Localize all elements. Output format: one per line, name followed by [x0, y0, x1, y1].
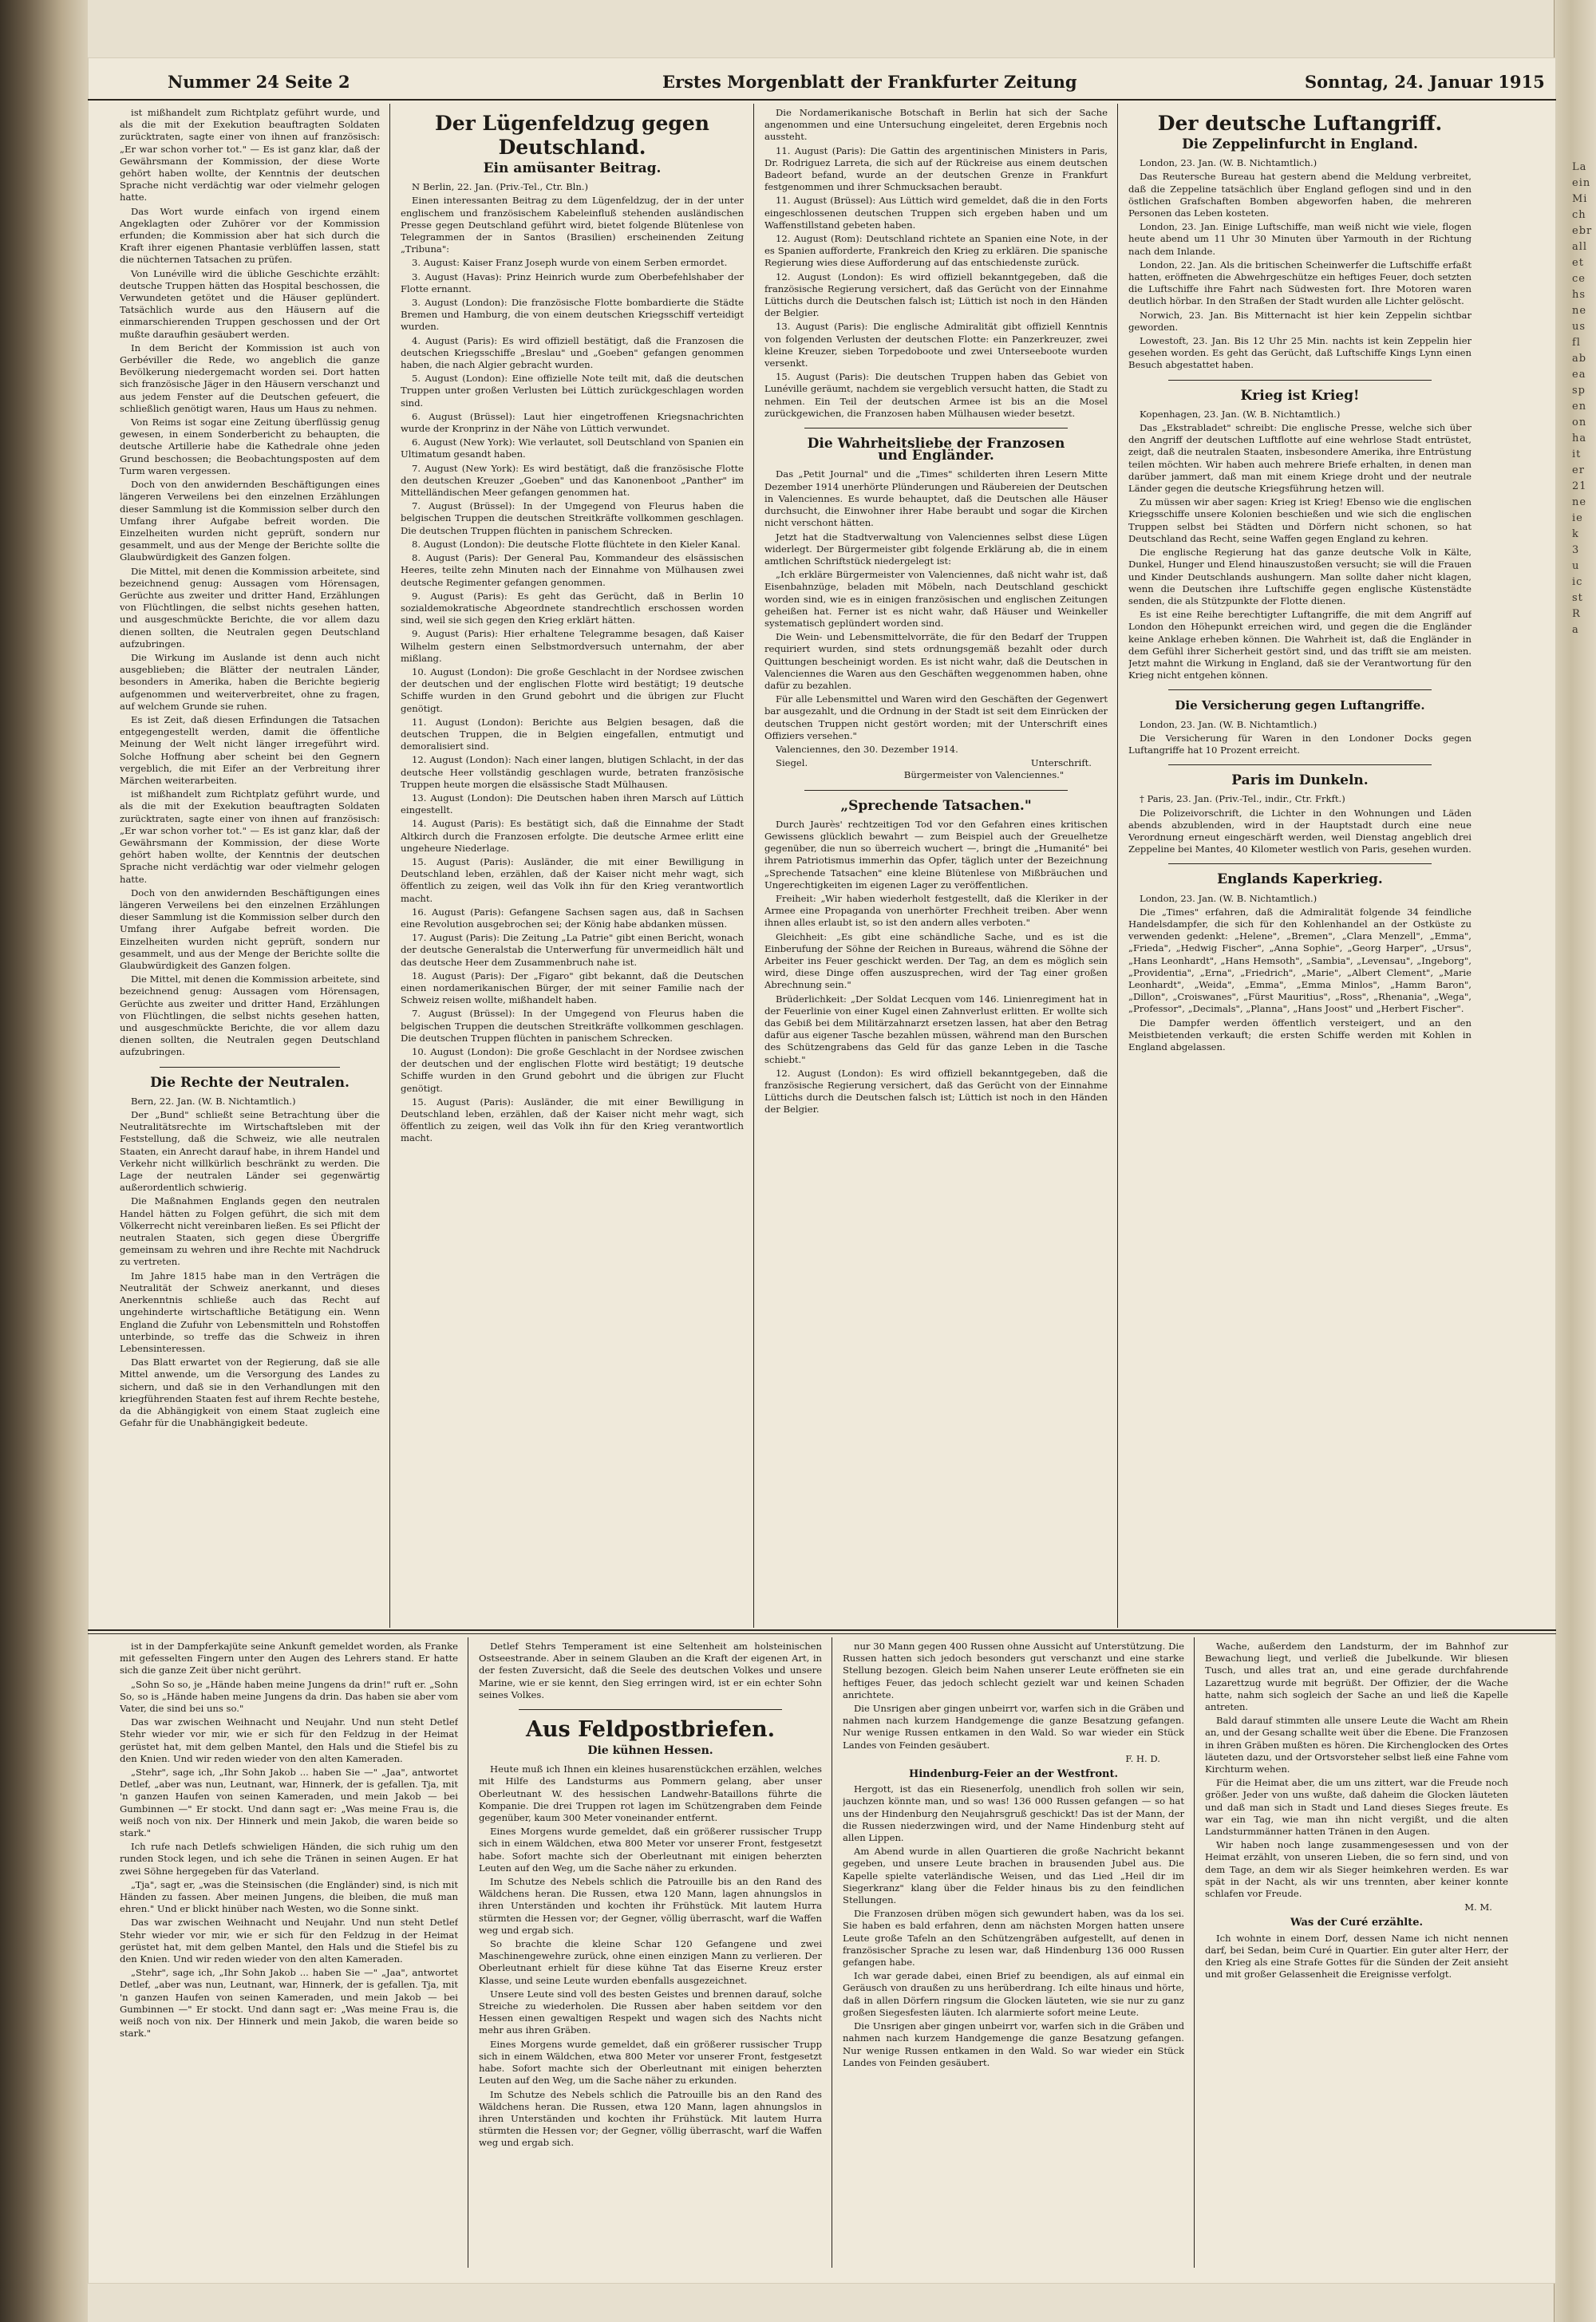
- paragraph: Am Abend wurde in allen Quartieren die große Nachricht bekannt gegeben, und unsere Leute brachen in brausenden Jubel aus. Die Kapelle spielte vaterländische Weisen, und das Lied „Heil dir im Siegerkranz" klang über die Felder hinaus bis zu den feindlichen Stellungen.: [843, 1846, 1184, 1906]
- paragraph: Für alle Lebensmittel und Waren wird den Geschäften der Gegenwert bar ausgezahlt, und die Ordnung in der Stadt ist seit dem Einrücken der deutschen Truppen nicht gestört worden; mit der Unterschrift eines Offiziers versehen.": [764, 693, 1108, 741]
- article-initials: F. H. D.: [1125, 1752, 1160, 1764]
- paragraph: Norwich, 23. Jan. Bis Mitternacht ist hier kein Zeppelin sichtbar geworden.: [1128, 309, 1472, 333]
- paragraph: Es ist Zeit, daß diesen Erfindungen die Tatsachen entgegengestellt werden, damit die öffentliche Meinung der Welt nicht länger irregeführt wird. Solche Hoffnung aber scheint bei den Gegnern vergeblich, die mit Eifer an der Verbreitung ihrer Märchen weiterarbeiten.: [120, 713, 380, 786]
- paragraph: 7. August (New York): Es wird bestätigt, daß die französische Flotte den deutschen Kreuzer „Goeben" und das Kanonenboot „Panther" im Mittelländischen Meer gefangen genommen hat.: [401, 462, 744, 499]
- paragraph: 15. August (Paris): Ausländer, die mit einer Bewilligung in Deutschland leben, erzählen, daß der Kaiser nicht mehr wagt, sich öffentlich zu zeigen, weil das Volk ihn für den Krieg verantwortlich macht.: [401, 855, 744, 904]
- issue-date: Sonntag, 24. Januar 1915: [1305, 72, 1545, 92]
- paragraph: Die Franzosen drüben mögen sich gewundert haben, was da los sei. Sie haben es bald erfahren, denn am nächsten Morgen hatten unsere Leute große Tafeln an den Schützengräben aufgestellt, auf denen in französischer Sprache zu lesen war, daß Hindenburg 136 000 Russen gefangen habe.: [843, 1908, 1184, 1969]
- paragraph: 13. August (London): Die Deutschen haben ihren Marsch auf Lüttich eingestellt.: [401, 792, 744, 816]
- bottom-column-2: [479, 1641, 822, 2263]
- signoff-block: [764, 757, 1108, 769]
- paragraph: 5. August (London): Eine offizielle Note teilt mit, daß die deutschen Truppen unter großen Verlusten bei Lüttich zurückgeschlagen worden sind.: [401, 373, 744, 409]
- paragraph: Ich war gerade dabei, einen Brief zu beendigen, als auf einmal ein Geräusch von draußen zu uns herüberdrang. Ich eilte hinaus und hörte, daß in allen Dörfern ringsum die Glocken läuteten, wie sie nur zu ganz großen Siegesfesten läuten. Ich alarmierte sofort meine Leute.: [843, 1970, 1184, 2018]
- article-separator: [519, 1709, 782, 1710]
- paragraph: Der „Bund" schließt seine Betrachtung über die Neutralitätsrechte im Wirtschaftsleben mit der Feststellung, daß die Schweiz, wie alle neutralen Staaten, ein Anrecht darauf habe, in ihrem Handel und Verkehr nicht willkürlich beschränkt zu werden. Die Lage der neutralen Länder sei gegenwärtig außerordentlich schwierig.: [120, 1109, 380, 1194]
- paragraph: Gleichheit: „Es gibt eine schändliche Sache, und es ist die Einberufung der Söhne der Reichen in Bureaus, während die Söhne der Arbeiter ins Feuer geschickt werden. Der Tag, an dem es möglich sein wird, diese Dinge offen auszusprechen, wird der Tag einer großen Abrechnung sein.": [764, 930, 1108, 991]
- bottom-column-1: [120, 1641, 458, 2263]
- article-title-cure: Was der Curé erzählte.: [1290, 1917, 1424, 1929]
- paragraph: 7. August (Brüssel): In der Umgegend von Fleurus haben die belgischen Truppen die deutschen Streitkräfte vollkommen geschlagen. Die deutschen Truppen flüchten in panischem Schrecken.: [401, 500, 744, 536]
- paragraph: London, 22. Jan. Als die britischen Scheinwerfer die Luftschiffe erfaßt hatten, eröffneten die Abwehrgeschütze ein heftiges Feuer, doch setzten die Luftschiffe ihre Fahrt nach Südwesten fort. Ihre Motoren waren deutlich hörbar. In den Straßen der Stadt wurden alle Lichter gelöscht.: [1128, 259, 1472, 307]
- section-divider: [88, 1633, 1556, 1634]
- masthead: [88, 64, 1556, 96]
- paragraph: Von Lunéville wird die übliche Geschichte erzählt: deutsche Truppen hätten das Hospital beschossen, die Verwundeten getötet und die Häuser geplündert. Tatsächlich wurde aus den Häusern auf die einmarschierenden Truppen geschossen und der Ort mußte daraufhin gesäubert werden.: [120, 267, 380, 340]
- paragraph: Das Wort wurde einfach von irgend einem Angeklagten oder Zuhörer vor der Kommission erfunden; die Kommission aber hat sich durch die Kraft ihrer eigenen Phantasie verblüffen lassen, statt die nüchternen Tatsachen zu prüfen.: [120, 205, 380, 266]
- paragraph: Wir haben noch lange zusammengesessen und von der Heimat erzählt, von unseren Lieben, die so fern sind, und von dem Tage, an dem wir als Sieger heimkehren werden. Es war spät in der Nacht, als wir uns trennten, aber keiner konnte schlafen vor Freude.: [1205, 1839, 1508, 1900]
- signoff-signature: Unterschrift.: [1030, 757, 1092, 769]
- paragraph: Das Blatt erwartet von der Regierung, daß sie alle Mittel anwende, um die Versorgung des Landes zu sichern, und daß sie in den Verhandlungen mit den kriegführenden Staaten fest auf ihrem Rechte bestehe, da die Abhängigkeit von einem Staat zugleich eine Gefahr für die Unabhängigkeit bedeute.: [120, 1356, 380, 1429]
- article-title-wahrheitsliebe: Die Wahrheitsliebe der Franzosen und Engländer.: [807, 436, 1065, 464]
- paragraph: London, 23. Jan. Einige Luftschiffe, man weiß nicht wie viele, flogen heute abend um 11 Uhr 30 Minuten über Yarmouth in der Richtung nach dem Inlande.: [1128, 221, 1472, 257]
- paragraph: 6. August (New York): Wie verlautet, soll Deutschland von Spanien ein Ultimatum gesandt haben.: [401, 436, 744, 460]
- newspaper-title: Erstes Morgenblatt der Frankfurter Zeitung: [662, 72, 1077, 92]
- dateline: Bern, 22. Jan. (W. B. Nichtamtlich.): [131, 1095, 296, 1107]
- paragraph: Für die Heimat aber, die um uns zittert, war die Freude noch größer. Jeder von uns wußte, daß daheim die Glocken läuteten und daß man sich in Stadt und Land dieses Sieges freute. Es war ein Tag, wie man ihn nicht vergißt, und die alten Landsturmmänner hatten Tränen in den Augen.: [1205, 1777, 1508, 1838]
- paragraph: Die Maßnahmen Englands gegen den neutralen Handel hätten zu Folgen geführt, die sich mit dem Völkerrecht nicht vereinbaren ließen. Es sei Pflicht der neutralen Staaten, sich gegen diese Übergriffe gemeinsam zu wehren und ihre Rechte mit Nachdruck zu vertreten.: [120, 1195, 380, 1268]
- paragraph: Das „Petit Journal" und die „Times" schilderten ihren Lesern Mitte Dezember 1914 unerhörte Plünderungen und Räubereien der Deutschen in Valenciennes. Es wurde behauptet, daß die Deutschen alle Häuser durchsucht, die Einwohner ihrer Habe beraubt und sogar die Kirchen nicht verschont hätten.: [764, 468, 1108, 529]
- paragraph: Die „Times" erfahren, daß die Admiralität folgende 34 feindliche Handelsdampfer, die sich für den Kohlenhandel an der Ostküste zu verwenden gedenkt: „Helene", „Bremen", „Clara Menzell", „Emma", „Frieda", „Hedwig Fischer", „Anna Sophie", „Georg Harper", „Ursus", „Hans Leonhardt", „Hans Hemsoth", „Sambia", „Levensau", „Ingeborg", „Providentia", „Erna", „Friedrich", „Marie", „Albert Clement", „Marie Leonhardt", „Weida", „Emma", „Emma Minlos", „Hamm Baron", „Dillon", „Croiswanes", „Fürst Mauritius", „Ross", „Rhenania", „Wega", „Professor", „Decimals", „Planna", „Hans Joost" und „Herbert Fischer".: [1128, 906, 1472, 1015]
- paragraph: 17. August (Paris): Die Zeitung „La Patrie" gibt einen Bericht, wonach der deutsche Generalstab die Unterwerfung für unvermeidlich hält und das deutsche Heer dem Zusammenbruch nahe ist.: [401, 932, 744, 968]
- paragraph: 18. August (Paris): Der „Figaro" gibt bekannt, daß die Deutschen einen nordamerikanischen Bürger, der mit seiner Familie nach der Schweiz reisen wollte, mißhandelt haben.: [401, 969, 744, 1006]
- adjacent-page-edge: La ein Mi ch ebr all et ce hs ne us fl ab ea sp en on ha it er 21 ne ie k 3 u ic st R a: [1554, 0, 1596, 2322]
- dateline: London, 23. Jan. (W. B. Nichtamtlich.): [1140, 718, 1317, 730]
- paragraph: Die Nordamerikanische Botschaft in Berlin hat sich der Sache angenommen und eine Untersuchung eingeleitet, deren Ergebnis noch aussteht.: [764, 107, 1108, 143]
- article-subtitle: Ein amüsanter Beitrag.: [483, 160, 662, 176]
- paragraph: Durch Jaurès' rechtzeitigen Tod vor den Gefahren eines kritischen Gewissens glücklich bewahrt — zum Beispiel auch der Greuelhetze gegenüber, die nun so überreich wuchert —, bringt die „Humanité" bei ihrem Patriotismus immerhin das Opfer, täglich unter der Bezeichnung „Sprechende Tatsachen" eine kleine Blütenlese von Mißbräuchen und Ungerechtigkeiten im eigenen Lager zu veröffentlichen.: [764, 818, 1108, 890]
- column-rule: [753, 104, 754, 1628]
- dateline: London, 23. Jan. (W. B. Nichtamtlich.): [1140, 157, 1317, 169]
- paragraph: 3. August: Kaiser Franz Joseph wurde von einem Serben ermordet.: [412, 257, 728, 269]
- paragraph: Eines Morgens wurde gemeldet, daß ein größerer russischer Trupp sich in einem Wäldchen, etwa 800 Meter vor unserer Front, festgesetzt habe. Sofort machte sich der Oberleutnant mit einigen beherzten Leuten auf den Weg, um die Sache näher zu erkunden.: [479, 1826, 822, 1874]
- article-separator: [1168, 764, 1432, 765]
- article-title-versicherung: Die Versicherung gegen Luftangriffe.: [1175, 698, 1425, 713]
- paragraph: In dem Bericht der Kommission ist auch von Gerbéviller die Rede, wo angeblich die ganze Bevölkerung niedergemacht worden sei. Dort hatten sich französische Jäger in den Häusern verschanzt und aus jedem Fenster auf die Deutschen gefeuert, die schließlich genötigt waren, Haus um Haus zu nehmen.: [120, 342, 380, 414]
- signoff-seal: Siegel.: [776, 757, 808, 769]
- paragraph: 8. August (Paris): Der General Pau, Kommandeur des elsässischen Heeres, teilte zehn Minuten nach der Einnahme von Mülhausen zwei deutsche Regimenter gefangen genommen.: [401, 552, 744, 588]
- article-title-neutralen: Die Rechte der Neutralen.: [150, 1074, 350, 1091]
- article-title-feldpost: Aus Feldpostbriefen.: [525, 1717, 776, 1743]
- paragraph: Lowestoft, 23. Jan. Bis 12 Uhr 25 Min. nachts ist kein Zeppelin hier gesehen worden. Es geht das Gerücht, daß Luftschiffe Kings Lynn einen Besuch abgestattet haben.: [1128, 335, 1472, 371]
- paragraph: „Stehr", sage ich, „Ihr Sohn Jakob ... haben Sie —" „Jaa", antwortet Detlef, „aber was nun, Leutnant, war, Hinnerk, der is gefallen. Tja, mit 'n ganzen Haufen von seinen Kameraden, und mein Jakob — bei Gumbinnen —" Er stockt. Und dann sagt er: „Was meine Frau is, die weiß noch von nix. Der Hinnerk und mein Jakob, die waren beide so stark.": [120, 1767, 458, 1839]
- paragraph: 12. August (London): Es wird offiziell bekanntgegeben, daß die französische Regierung versichert, daß das Gerücht von der Einnahme Lüttichs durch die Deutschen falsch ist; Lüttich ist noch in den Händen der Belgier.: [764, 1067, 1108, 1116]
- article-title-krieg: Krieg ist Krieg!: [1240, 387, 1360, 404]
- column-4: [1128, 107, 1472, 1623]
- paragraph: Die Unsrigen aber gingen unbeirrt vor, warfen sich in die Gräben und nahmen nach kurzem Handgemenge die ganze Besatzung gefangen. Nur wenige Russen entkamen in den Wald. So war wieder ein Stück Landes von Feinden gesäubert.: [843, 1703, 1184, 1751]
- paragraph: 14. August (Paris): Es bestätigt sich, daß die Einnahme der Stadt Altkirch durch die Franzosen erfolgte. Die deutsche Armee erlitt eine ungeheure Niederlage.: [401, 818, 744, 854]
- paragraph: 6. August (Brüssel): Laut hier eingetroffenen Kriegsnachrichten wurde der Kronprinz in der Nähe von Lüttich verwundet.: [401, 410, 744, 435]
- paragraph: Das „Ekstrabladet" schreibt: Die englische Presse, welche sich über den Angriff der deutschen Luftflotte auf eine wehrlose Stadt entrüstet, zeigt, daß die neutralen Staaten, insbesondere Amerika, ihre Entrüstung teilen möchten. Wir haben auch mehrere Briefe erhalten, in denen man darüber jammert, daß man mit einem Kriege droht und der neutrale Länder gegen die deutsche Kriegsführung hetzen will.: [1128, 422, 1472, 495]
- paragraph: ist mißhandelt zum Richtplatz geführt wurde, und als die mit der Exekution beauftragten Soldaten zurücktraten, sagte einer von ihnen auf französisch: „Er war schon vorher tot." — Es ist ganz klar, daß der Gewährsmann der Kommission, der diese Worte gehört haben wollte, der Kenntnis der deutschen Sprache nicht verdächtig war oder vielmehr gelogen hatte.: [120, 788, 380, 885]
- article-title-paris: Paris im Dunkeln.: [1231, 772, 1369, 789]
- paragraph: Die Wirkung im Auslande ist denn auch nicht ausgeblieben; die Blätter der neutralen Länder, besonders in Amerika, haben die Berichte begierig aufgenommen und weiterverbreitet, ohne zu fragen, auf welchem Grunde sie ruhen.: [120, 651, 380, 712]
- paragraph: Die Mittel, mit denen die Kommission arbeitete, sind bezeichnend genug: Aussagen vom Hörensagen, Gerüchte aus zweiter und dritter Hand, Erzählungen von Flüchtlingen, die selbst nichts gesehen hatten, und ausgeschmückte Berichte, die vor allem dazu dienen sollten, die Neutralen gegen Deutschland aufzubringen.: [120, 565, 380, 650]
- article-subtitle: Die Zeppelinfurcht in England.: [1182, 136, 1418, 152]
- paragraph: Brüderlichkeit: „Der Soldat Lecquen vom 146. Linienregiment hat in der Feuerlinie von einer Kugel einen Zahnverlust erlitten. Er wollte sich das Gebiß bei dem Militärzahnarzt ersetzen lassen, hat aber den Betrag dafür aus eigener Tasche bezahlen müssen, während man den Burschen des Schützengrabens das Geld für das ganze Leben in die Tasche schiebt.": [764, 993, 1108, 1065]
- paragraph: 12. August (London): Es wird offiziell bekanntgegeben, daß die französische Regierung versichert, daß das Gerücht von der Einnahme Lüttichs durch die Deutschen falsch ist; Lüttich ist noch in den Händen der Belgier.: [764, 271, 1108, 319]
- paragraph: 7. August (Brüssel): In der Umgegend von Fleurus haben die belgischen Truppen die deutschen Streitkräfte vollkommen geschlagen. Die deutschen Truppen flüchten in panischem Schrecken.: [401, 1008, 744, 1044]
- paragraph: Zu müssen wir aber sagen: Krieg ist Krieg! Ebenso wie die englischen Kriegsschiffe unsere Kolonien beschießen und wie sich die englischen Truppen selbst bei Städten und Dörfern nicht schonen, so hat Deutschland das Recht, seine Waffen gegen England zu kehren.: [1128, 496, 1472, 544]
- column-3: [764, 107, 1108, 1623]
- paragraph: 11. August (Brüssel): Aus Lüttich wird gemeldet, daß die in den Forts eingeschlossenen deutschen Truppen sich ergeben haben und um Waffenstillstand gebeten haben.: [764, 195, 1108, 231]
- paragraph: Eines Morgens wurde gemeldet, daß ein größerer russischer Trupp sich in einem Wäldchen, etwa 800 Meter vor unserer Front, festgesetzt habe. Sofort machte sich der Oberleutnant mit einigen beherzten Leuten auf den Weg, um die Sache näher zu erkunden.: [479, 2038, 822, 2087]
- paragraph: Ich wohnte in einem Dorf, dessen Name ich nicht nennen darf, bei Sedan, beim Curé in Quartier. Ein guter alter Herr, der den Krieg als eine Strafe Gottes für die Sünden der Zeit ansieht und mit großer Gelassenheit die Ereignisse verfolgt.: [1205, 1932, 1508, 1980]
- paragraph: Detlef Stehrs Temperament ist eine Seltenheit am holsteinischen Ostseestrande. Aber in seinem Glauben an die Kraft der eigenen Art, in der festen Zuversicht, daß die Seele des deutschen Volkes und unsere Marine, wie er sie kennt, den Sieg erringen wird, ist er ein echter Sohn seines Volkes.: [479, 1641, 822, 1700]
- paragraph: Die Dampfer werden öffentlich versteigert, und an den Meistbietenden verkauft; die ersten Schiffe werden mit Kohlen in England abgelassen.: [1128, 1017, 1472, 1052]
- dateline: N Berlin, 22. Jan. (Priv.-Tel., Ctr. Bln.): [412, 181, 588, 193]
- column-1: [120, 107, 380, 1623]
- column-rule: [1194, 1637, 1195, 2268]
- paragraph: 3. August (London): Die französische Flotte bombardierte die Städte Bremen und Hamburg, die von einem deutschen Kriegsschiff verteidigt wurden.: [401, 297, 744, 333]
- paragraph: Bald darauf stimmten alle unsere Leute die Wacht am Rhein an, und der Gesang schallte weit über die Ebene. Die Franzosen in ihren Gräben mußten es hören. Die Kirchenglocken des Ortes läuteten dazu, und der Ortsvorsteher selbst ließ eine Fahne vom Kirchturm wehen.: [1205, 1715, 1508, 1775]
- paragraph: Freiheit: „Wir haben wiederholt festgestellt, daß die Kleriker in der Armee eine Propaganda von unerhörter Frechheit treiben. Aber wenn ihnen alles erlaubt ist, so ist den andern alles verboten.": [764, 892, 1108, 929]
- paragraph: Die Versicherung für Waren in den Londoner Docks gegen Luftangriffe hat 10 Prozent erreicht.: [1128, 732, 1472, 756]
- paragraph: 11. August (Paris): Die Gattin des argentinischen Ministers in Paris, Dr. Rodriguez Larreta, die sich auf der Rückreise aus einem deutschen Badeort befand, wurde an der deutschen Grenze in Frankfurt festgenommen und ihrer Schmucksachen beraubt.: [764, 144, 1108, 193]
- paragraph: 16. August (Paris): Gefangene Sachsen sagen aus, daß in Sachsen eine Revolution ausgebrochen sei; der König habe abdanken müssen.: [401, 906, 744, 930]
- section-divider: [88, 1629, 1556, 1631]
- paragraph: Hergott, ist das ein Riesenerfolg, unendlich froh sollen wir sein, jauchzen könnte man, und so was! 136 000 Russen gefangen — so hat uns der Hindenburg den Neujahrsgruß geschickt! Das ist der Mann, der die Russen niederzwingen wird, und der Name Hindenburg steht auf allen Lippen.: [843, 1783, 1184, 1844]
- dateline: † Paris, 23. Jan. (Priv.-Tel., indir., Ctr. Frkft.): [1140, 793, 1345, 805]
- paragraph: 11. August (London): Berichte aus Belgien besagen, daß die deutschen Truppen, die in Belgien eingefallen, entmutigt und demoralisiert sind.: [401, 716, 744, 752]
- masthead-rule: [88, 99, 1556, 101]
- paragraph: 3. August (Havas): Prinz Heinrich wurde zum Oberbefehlshaber der Flotte ernannt.: [401, 271, 744, 294]
- article-initials: M. M.: [1464, 1901, 1492, 1913]
- paragraph: So brachte die kleine Schar 120 Gefangene und zwei Maschinengewehre zurück, ohne einen einzigen Mann zu verlieren. Der Oberleutnant erhielt für diese kühne Tat das Eiserne Kreuz erster Klasse, und seine Leute wurden ebenfalls ausgezeichnet.: [479, 1938, 822, 1986]
- paragraph: 10. August (London): Die große Geschlacht in der Nordsee zwischen der deutschen und der englischen Flotte wird bestätigt; 19 deutsche Schiffe wurden in den Grund gebohrt und die übrigen zur Flucht genötigt.: [401, 1046, 744, 1094]
- article-separator: [1168, 380, 1432, 381]
- column-rule: [1117, 104, 1118, 1628]
- paragraph: Im Jahre 1815 habe man in den Verträgen die Neutralität der Schweiz anerkannt, und dieses Anerkenntnis schließe auch das Recht auf ungehinderte wirtschaftliche Betätigung ein. Wenn England die Zufuhr von Lebensmitteln und Rohstoffen unterbinde, so treffe das die Schweiz in ihren Lebensinteressen.: [120, 1270, 380, 1354]
- page-number: Nummer 24 Seite 2: [168, 72, 350, 92]
- paragraph: 15. August (Paris): Die deutschen Truppen haben das Gebiet von Lunéville geräumt, nachdem sie vergeblich versucht hatten, die Stadt zu nehmen. Ein Teil der deutschen Armee ist bis an die Mosel zurückgewichen, die Franzosen haben Mülhausen wieder besetzt.: [764, 371, 1108, 419]
- bottom-column-4: [1205, 1641, 1508, 2263]
- paragraph: 10. August (London): Die große Geschlacht in der Nordsee zwischen der deutschen und der englischen Flotte wird bestätigt; 19 deutsche Schiffe wurden in den Grund gebohrt und die übrigen zur Flucht genötigt.: [401, 665, 744, 714]
- paragraph: Heute muß ich Ihnen ein kleines husarenstückchen erzählen, welches mit Hilfe des Landsturms aus Pommern gelang, aber unser Oberleutnant W. des hessischen Landwehr-Bataillons führte die Kompanie. Die drei Truppen rot lagen im Schützengraben dem Feinde gegenüber, kaum 300 Meter voneinander entfernt.: [479, 1763, 822, 1824]
- bottom-column-3: [843, 1641, 1184, 2263]
- paragraph: Das war zwischen Weihnacht und Neujahr. Und nun steht Detlef Stehr wieder vor mir, wie er sich für den Feldzug in der Heimat gerüstet hat, mit dem gelben Mantel, den Hals und die Stiefel bis zu den Knien. Und wir reden wieder von den alten Kameraden.: [120, 1716, 458, 1764]
- paragraph: Die Unsrigen aber gingen unbeirrt vor, warfen sich in die Gräben und nahmen nach kurzem Handgemenge die ganze Besatzung gefangen. Nur wenige Russen entkamen in den Wald. So war wieder ein Stück Landes von Feinden gesäubert.: [843, 2020, 1184, 2068]
- book-binding: [0, 0, 88, 2322]
- paragraph: 4. August (Paris): Es wird offiziell bestätigt, daß die Franzosen die deutschen Kriegsschiffe „Breslau" und „Goeben" gefangen genommen haben, die nach Algier gebracht wurden.: [401, 334, 744, 371]
- paragraph: 15. August (Paris): Ausländer, die mit einer Bewilligung in Deutschland leben, erzählen, daß der Kaiser nicht mehr wagt, sich öffentlich zu zeigen, weil das Volk ihn für den Krieg verantwortlich macht.: [401, 1096, 744, 1144]
- column-2: [401, 107, 744, 1623]
- article-separator: [1168, 689, 1432, 690]
- paragraph: Jetzt hat die Stadtverwaltung von Valenciennes selbst diese Lügen widerlegt. Der Bürgermeister gibt folgende Erklärung ab, die in einem amtlichen Schriftstück niedergelegt ist:: [764, 531, 1108, 567]
- dateline: London, 23. Jan. (W. B. Nichtamtlich.): [1140, 892, 1317, 904]
- paragraph: 8. August (London): Die deutsche Flotte flüchtete in den Kieler Kanal.: [412, 538, 741, 550]
- signoff-role: Bürgermeister von Valenciennes.": [903, 769, 1065, 781]
- paragraph: „Tja", sagt er, „was die Steinsischen (die Engländer) sind, is nich mit Händen zu fassen. Aber meinen Jungens, die bleiben, die muß man ehren." Und er blickt hinüber nach Westen, wo die Sonne sinkt.: [120, 1878, 458, 1915]
- paragraph: Unsere Leute sind voll des besten Geistes und brennen darauf, solche Streiche zu wiederholen. Die Russen aber haben seitdem vor den Hessen einen gewaltigen Respekt und wagen sich des Nachts nicht mehr aus ihren Gräben.: [479, 1988, 822, 2036]
- paragraph: 13. August (Paris): Die englische Admiralität gibt offiziell Kenntnis von folgenden Verlusten der deutschen Flotte: ein Panzerkreuzer, zwei kleine Kreuzer, sieben Torpedoboote und zwei Unterseeboote wurden versenkt.: [764, 321, 1108, 369]
- paragraph: „Ich erkläre Bürgermeister von Valenciennes, daß nicht wahr ist, daß Eisenbahnzüge, beladen mit Möbeln, nach Deutschland geschickt worden sind, wie es in einigen französischen und englischen Zeitungen geheißen hat. Ferner ist es nicht wahr, daß Häuser und Weinkeller systematisch geplündert worden sind.: [764, 569, 1108, 629]
- paragraph: nur 30 Mann gegen 400 Russen ohne Aussicht auf Unterstützung. Die Russen hatten sich jedoch besonders gut verschanzt und eine starke Stellung bezogen. Gleich beim Nahen unserer Leute eröffneten sie ein heftiges Feuer, das jedoch schlecht gezielt war und keinen Schaden anrichtete.: [843, 1641, 1184, 1700]
- paragraph: 12. August (London): Nach einer langen, blutigen Schlacht, in der das deutsche Heer vollständig geschlagen wurde, betraten französische Truppen heute morgen die elsässische Stadt Mülhausen.: [401, 754, 744, 790]
- paragraph: Von Reims ist sogar eine Zeitung überflüssig genug gewesen, in einem Sonderbericht zu behaupten, die deutsche Artillerie habe die Kathedrale ohne jeden Grund beschossen; die Beobachtungsposten auf dem Turm waren vergessen.: [120, 417, 380, 476]
- paragraph: Die Wein- und Lebensmittelvorräte, die für den Bedarf der Truppen requiriert wurden, sind stets ordnungsgemäß bezahlt oder durch Quittungen bescheinigt worden. Es ist nicht wahr, daß die Deutschen in Valenciennes die Waren aus den Geschäften weggenommen haben, ohne dafür zu bezahlen.: [764, 631, 1108, 691]
- paragraph: 12. August (Rom): Deutschland richtete an Spanien eine Note, in der es Spanien aufforderte, Frankreich den Krieg zu erklären. Die spanische Regierung wies diese Aufforderung auf das entschiedenste zurück.: [764, 233, 1108, 269]
- paragraph: Wache, außerdem den Landsturm, der im Bahnhof zur Bewachung liegt, und verließ die Jubelkunde. Wir bliesen Tusch, und alles trat an, und eine gerade durchfahrende Lazarettzug wurde mit begrüßt. Der Offizier, der die Wache hatte, nahm sich sogleich der Sache an und ließ die Kapelle antreten.: [1205, 1641, 1508, 1713]
- paragraph: ist mißhandelt zum Richtplatz geführt wurde, und als die mit der Exekution beauftragten Soldaten zurücktraten, sagte einer von ihnen auf französisch: „Er war schon vorher tot." — Es ist ganz klar, daß der Gewährsmann der Kommission, der diese Worte gehört haben wollte, der Kenntnis der deutschen Sprache nicht verdächtig war oder vielmehr gelogen hatte.: [120, 107, 380, 203]
- article-title-sprechende: „Sprechende Tatsachen.": [840, 797, 1032, 814]
- article-separator: [160, 1067, 340, 1068]
- dateline: Kopenhagen, 23. Jan. (W. B. Nichtamtlich.): [1140, 408, 1341, 420]
- article-separator: [1168, 863, 1432, 864]
- paragraph: Doch von den anwidernden Beschäftigungen eines längeren Verweilens bei den einzelnen Erzählungen dieser Sammlung ist die Kommission selber durch den Umfang ihrer Aufgabe befreit worden. Die Einzelheiten wurden nicht geprüft, sondern nur gesammelt, und aus der Menge der Berichte sollte die Glaubwürdigkeit des Ganzen folgen.: [120, 479, 380, 563]
- paragraph: Doch von den anwidernden Beschäftigungen eines längeren Verweilens bei den einzelnen Erzählungen dieser Sammlung ist die Kommission selber durch den Umfang ihrer Aufgabe befreit worden. Die Einzelheiten wurden nicht geprüft, sondern nur gesammelt, und aus der Menge der Berichte sollte die Glaubwürdigkeit des Ganzen folgen.: [120, 887, 380, 972]
- article-title-luftangriff: Der deutsche Luftangriff.: [1157, 112, 1443, 135]
- paragraph: 9. August (Paris): Hier erhaltene Telegramme besagen, daß Kaiser Wilhelm gestern einen Selbstmordversuch unternahm, der aber mißlang.: [401, 628, 744, 664]
- paragraph: Einen interessanten Beitrag zu dem Lügenfeldzug, der in der unter englischem und französischem Kabeleinfluß stehenden ausländischen Presse gegen Deutschland geführt wird, bietet folgende Blütenlese von Telegrammen der in Santos (Brasilien) erscheinenden Zeitung „Tribuna":: [401, 195, 744, 255]
- paragraph: Ich rufe nach Detlefs schwieligen Händen, die sich ruhig um den runden Stock legen, und ich sehe die Tränen in seinen Augen. Er hat zwei Söhne hergegeben für das Vaterland.: [120, 1841, 458, 1877]
- paragraph: Die Polizeivorschrift, die Lichter in den Wohnungen und Läden abends abzublenden, wird in der Hauptstadt durch eine neue Verordnung erneut eingeschärft werden, weil Dienstag angeblich drei Zeppeline bei Mantes, 40 Kilometer westlich von Paris, gesehen wurden.: [1128, 807, 1472, 855]
- column-rule: [389, 104, 390, 1628]
- paragraph: Es ist eine Reihe berechtigter Luftangriffe, die mit dem Angriff auf London den Höhepunkt erreichen wird, und gegen die die Engländer keine Anklage erheben können. Die Wahrheit ist, daß die Engländer in dem Gefühl ihrer Sicherheit gestört sind, und das trifft sie am meisten. Jetzt mahnt die Wirkung in England, daß sie der Verantwortung für den Krieg nicht entgehen können.: [1128, 609, 1472, 681]
- signoff-place: Valenciennes, den 30. Dezember 1914.: [776, 743, 958, 755]
- article-title-hindenburg: Hindenburg-Feier an der Westfront.: [908, 1768, 1119, 1781]
- paragraph: „Sohn So so, je „Hände haben meine Jungens da drin!" ruft er. „Sohn So, so is „Hände haben meine Jungens da drin. Das haben sie aber vom Vater, die sind bei uns so.": [120, 1678, 458, 1715]
- article-title-kaperkrieg: Englands Kaperkrieg.: [1217, 871, 1383, 888]
- paragraph: ist in der Dampferkajüte seine Ankunft gemeldet worden, als Franke mit gefesselten Fingern unter den Augen des Lehrers stand. Er hatte sich die ganze Zeit über nicht gerührt.: [120, 1641, 458, 1676]
- paragraph: 9. August (Paris): Es geht das Gerücht, daß in Berlin 10 sozialdemokratische Abgeordnete standrechtlich erschossen worden sind, weil sie sich gegen den Krieg erklärt hätten.: [401, 590, 744, 626]
- article-separator: [804, 790, 1068, 791]
- paragraph: Das Reutersche Bureau hat gestern abend die Meldung verbreitet, daß die Zeppeline tatsächlich über England geflogen sind und in den östlichen Grafschaften Bomben abgeworfen haben, die mehreren Personen das Leben kosteten.: [1128, 171, 1472, 219]
- paragraph: „Stehr", sage ich, „Ihr Sohn Jakob ... haben Sie —" „Jaa", antwortet Detlef, „aber was nun, Leutnant, war, Hinnerk, der is gefallen. Tja, mit 'n ganzen Haufen von seinen Kameraden, und mein Jakob — bei Gumbinnen —" Er stockt. Und dann sagt er: „Was meine Frau is, die weiß noch von nix. Der Hinnerk und mein Jakob, die waren beide so stark.": [120, 1967, 458, 2040]
- paragraph: Im Schutze des Nebels schlich die Patrouille bis an den Rand des Wäldchens heran. Die Russen, etwa 120 Mann, lagen ahnungslos in ihren Unterständen und kochten ihr Frühstück. Mit lautem Hurra stürmten die Hessen vor; der Gegner, völlig überrascht, warf die Waffen weg und ergab sich.: [479, 1876, 822, 1936]
- article-subtitle: Die kühnen Hessen.: [587, 1744, 713, 1758]
- paragraph: Das war zwischen Weihnacht und Neujahr. Und nun steht Detlef Stehr wieder vor mir, wie er sich für den Feldzug in der Heimat gerüstet hat, mit dem gelben Mantel, den Hals und die Stiefel bis zu den Knien. Und wir reden wieder von den alten Kameraden.: [120, 1917, 458, 1965]
- paragraph: Die Mittel, mit denen die Kommission arbeitete, sind bezeichnend genug: Aussagen vom Hörensagen, Gerüchte aus zweiter und dritter Hand, Erzählungen von Flüchtlingen, die selbst nichts gesehen hatten, und ausgeschmückte Berichte, die vor allem dazu dienen sollten, die Neutralen gegen Deutschland aufzubringen.: [120, 973, 380, 1058]
- paragraph: Die englische Regierung hat das ganze deutsche Volk in Kälte, Dunkel, Hunger und Elend hinauszustoßen versucht; sie will die Frauen und Kinder Deutschlands aushungern. Man sollte daher nicht klagen, wenn die Deutschen ihre Luftschiffe gegen englische Küstenstädte senden, die als Stützpunkte der Flotte dienen.: [1128, 547, 1472, 606]
- paragraph: Im Schutze des Nebels schlich die Patrouille bis an den Rand des Wäldchens heran. Die Russen, etwa 120 Mann, lagen ahnungslos in ihren Unterständen und kochten ihr Frühstück. Mit lautem Hurra stürmten die Hessen vor; der Gegner, völlig überrascht, warf die Waffen weg und ergab sich.: [479, 2088, 822, 2149]
- article-title-luegenfeldzug: Der Lügenfeldzug gegen Deutschland.: [435, 112, 709, 159]
- newspaper-page: [88, 57, 1556, 2284]
